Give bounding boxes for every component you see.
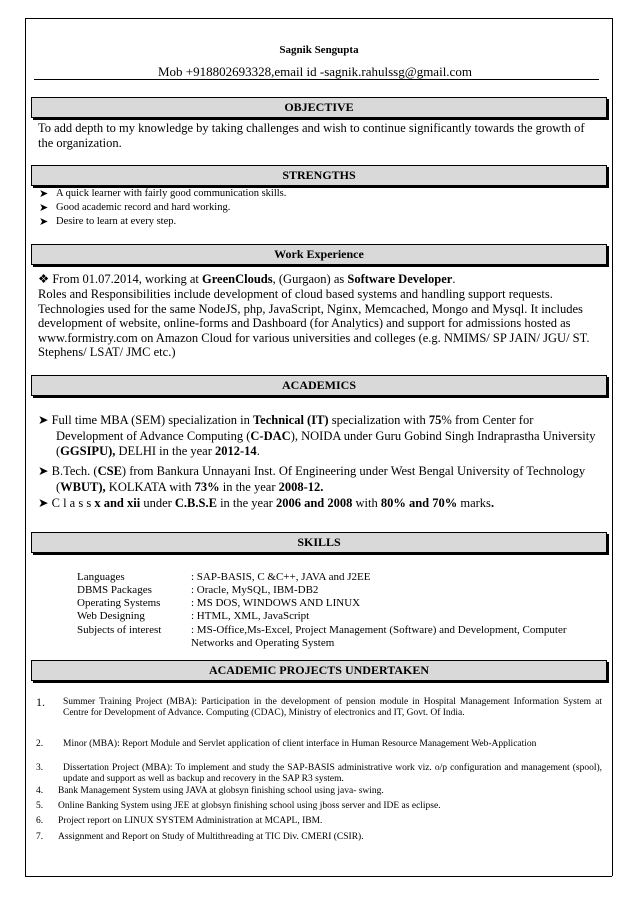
arrow-bullet-icon: ➤ xyxy=(39,188,49,200)
academic-mba: ➤ Full time MBA (SEM) specialization in Technical (IT) specialization with 75% from Center for Development of Advance Computing (C-DAC), NOIDA under Guru Gobind Singh Indraprastha University (GGSIPU), DELHI in the year 2012-14. xyxy=(38,413,596,458)
strengths-list xyxy=(36,187,596,229)
strengths-heading: STRENGTHS xyxy=(31,165,607,186)
projects-heading: ACADEMIC PROJECTS UNDERTAKEN xyxy=(31,660,607,681)
list-item: 5. Online Banking System using JEE at globsyn finishing school using jboss server and IDE as eclipse. xyxy=(36,801,441,811)
skill-label: DBMS Packages xyxy=(77,584,152,596)
arrow-bullet-icon: ➤ xyxy=(39,216,49,228)
list-item: 7. Assignment and Report on Study of Multithreading at TIC Div. CMERI (CSIR). xyxy=(36,832,364,842)
top-rule xyxy=(25,18,612,19)
list-item: ➤ Desire to learn at every step. xyxy=(39,216,177,228)
work-current-role: ❖ From 01.07.2014, working at GreenClouds, (Gurgaon) as Software Developer. xyxy=(38,272,456,286)
skill-label: Web Designing xyxy=(77,610,145,622)
work-description: Roles and Responsibilities include development of cloud based systems and handling support requests. Technologies used for the same NodeJS, php, JavaScript, Nginx, Memcached, Mongo and Mysql. It includes development of website, online-forms and Dashboard (for Analytics) and support for admissions hosted as www.formistry.com on Amazon Cloud for various universities and colleges (e.g. NMIMS/ SP JAIN/ JGU/ ST. Stephens/ LSAT/ JMC etc.) xyxy=(38,287,590,359)
contact-underline xyxy=(34,79,599,80)
candidate-name: Sagnik Sengupta xyxy=(279,44,359,56)
arrow-bullet-icon: ➤ xyxy=(38,496,49,510)
skill-label: Languages xyxy=(77,571,125,583)
work-experience-heading: Work Experience xyxy=(31,244,607,265)
skill-value: : HTML, XML, JavaScript xyxy=(191,610,310,622)
list-item: 1. Summer Training Project (MBA): Participation in the development of pension module in Hospital Management Information System at Centre for Development of Advance. Computing (CDAC), Ministry of electronics and IT, Govt. Of India. xyxy=(36,695,602,718)
diamond-bullet-icon: ❖ xyxy=(38,272,50,286)
skill-label: Operating Systems xyxy=(77,597,161,609)
list-item: 6. Project report on LINUX SYSTEM Administration at MCAPL, IBM. xyxy=(36,816,323,826)
skills-heading: SKILLS xyxy=(31,532,607,553)
arrow-bullet-icon: ➤ xyxy=(38,413,49,427)
arrow-bullet-icon: ➤ xyxy=(38,464,49,478)
list-item: ➤ Good academic record and hard working. xyxy=(39,202,231,214)
skill-value: : Oracle, MySQL, IBM-DB2 xyxy=(191,584,319,596)
objective-heading: OBJECTIVE xyxy=(31,97,607,118)
academics-heading: ACADEMICS xyxy=(31,375,607,396)
arrow-bullet-icon: ➤ xyxy=(39,202,49,214)
skill-value: : SAP-BASIS, C &C++, JAVA and J2EE xyxy=(191,571,371,583)
academic-btech: ➤ B.Tech. (CSE) from Bankura Unnayani Inst. Of Engineering under West Bengal University of Technology (WBUT), KOLKATA with 73% in the year 2008-12. xyxy=(38,464,586,494)
skill-label: Subjects of interest xyxy=(77,624,162,636)
objective-text: To add depth to my knowledge by taking challenges and wish to continue significantly towards the growth of the organization. xyxy=(38,121,585,150)
list-item: 4. Bank Management System using JAVA at globsyn finishing school using java- swing. xyxy=(36,786,384,796)
bottom-rule xyxy=(25,876,612,877)
academic-school: ➤ C l a s s x and xii under C.B.S.E in the year 2006 and 2008 with 80% and 70% marks. xyxy=(38,496,495,510)
list-item: 2. Minor (MBA): Report Module and Servlet application of client interface in Human Resource Management Web-Application xyxy=(36,739,537,749)
list-item: ➤ A quick learner with fairly good communication skills. xyxy=(39,188,287,200)
skill-value: : MS-Office,Ms-Excel, Project Management (Software) and Development, Computer Networks and Operating System xyxy=(191,624,567,649)
contact-info: Mob +918802693328,email id -sagnik.rahulssg@gmail.com xyxy=(158,64,472,79)
skill-value: : MS DOS, WINDOWS AND LINUX xyxy=(191,597,361,609)
list-item: 3. Dissertation Project (MBA): To implement and study the SAP-BASIS administrative work viz. o/p configuration and management (spool), update and support as well as backup and recovery in the SAP R3 system. xyxy=(36,763,602,784)
